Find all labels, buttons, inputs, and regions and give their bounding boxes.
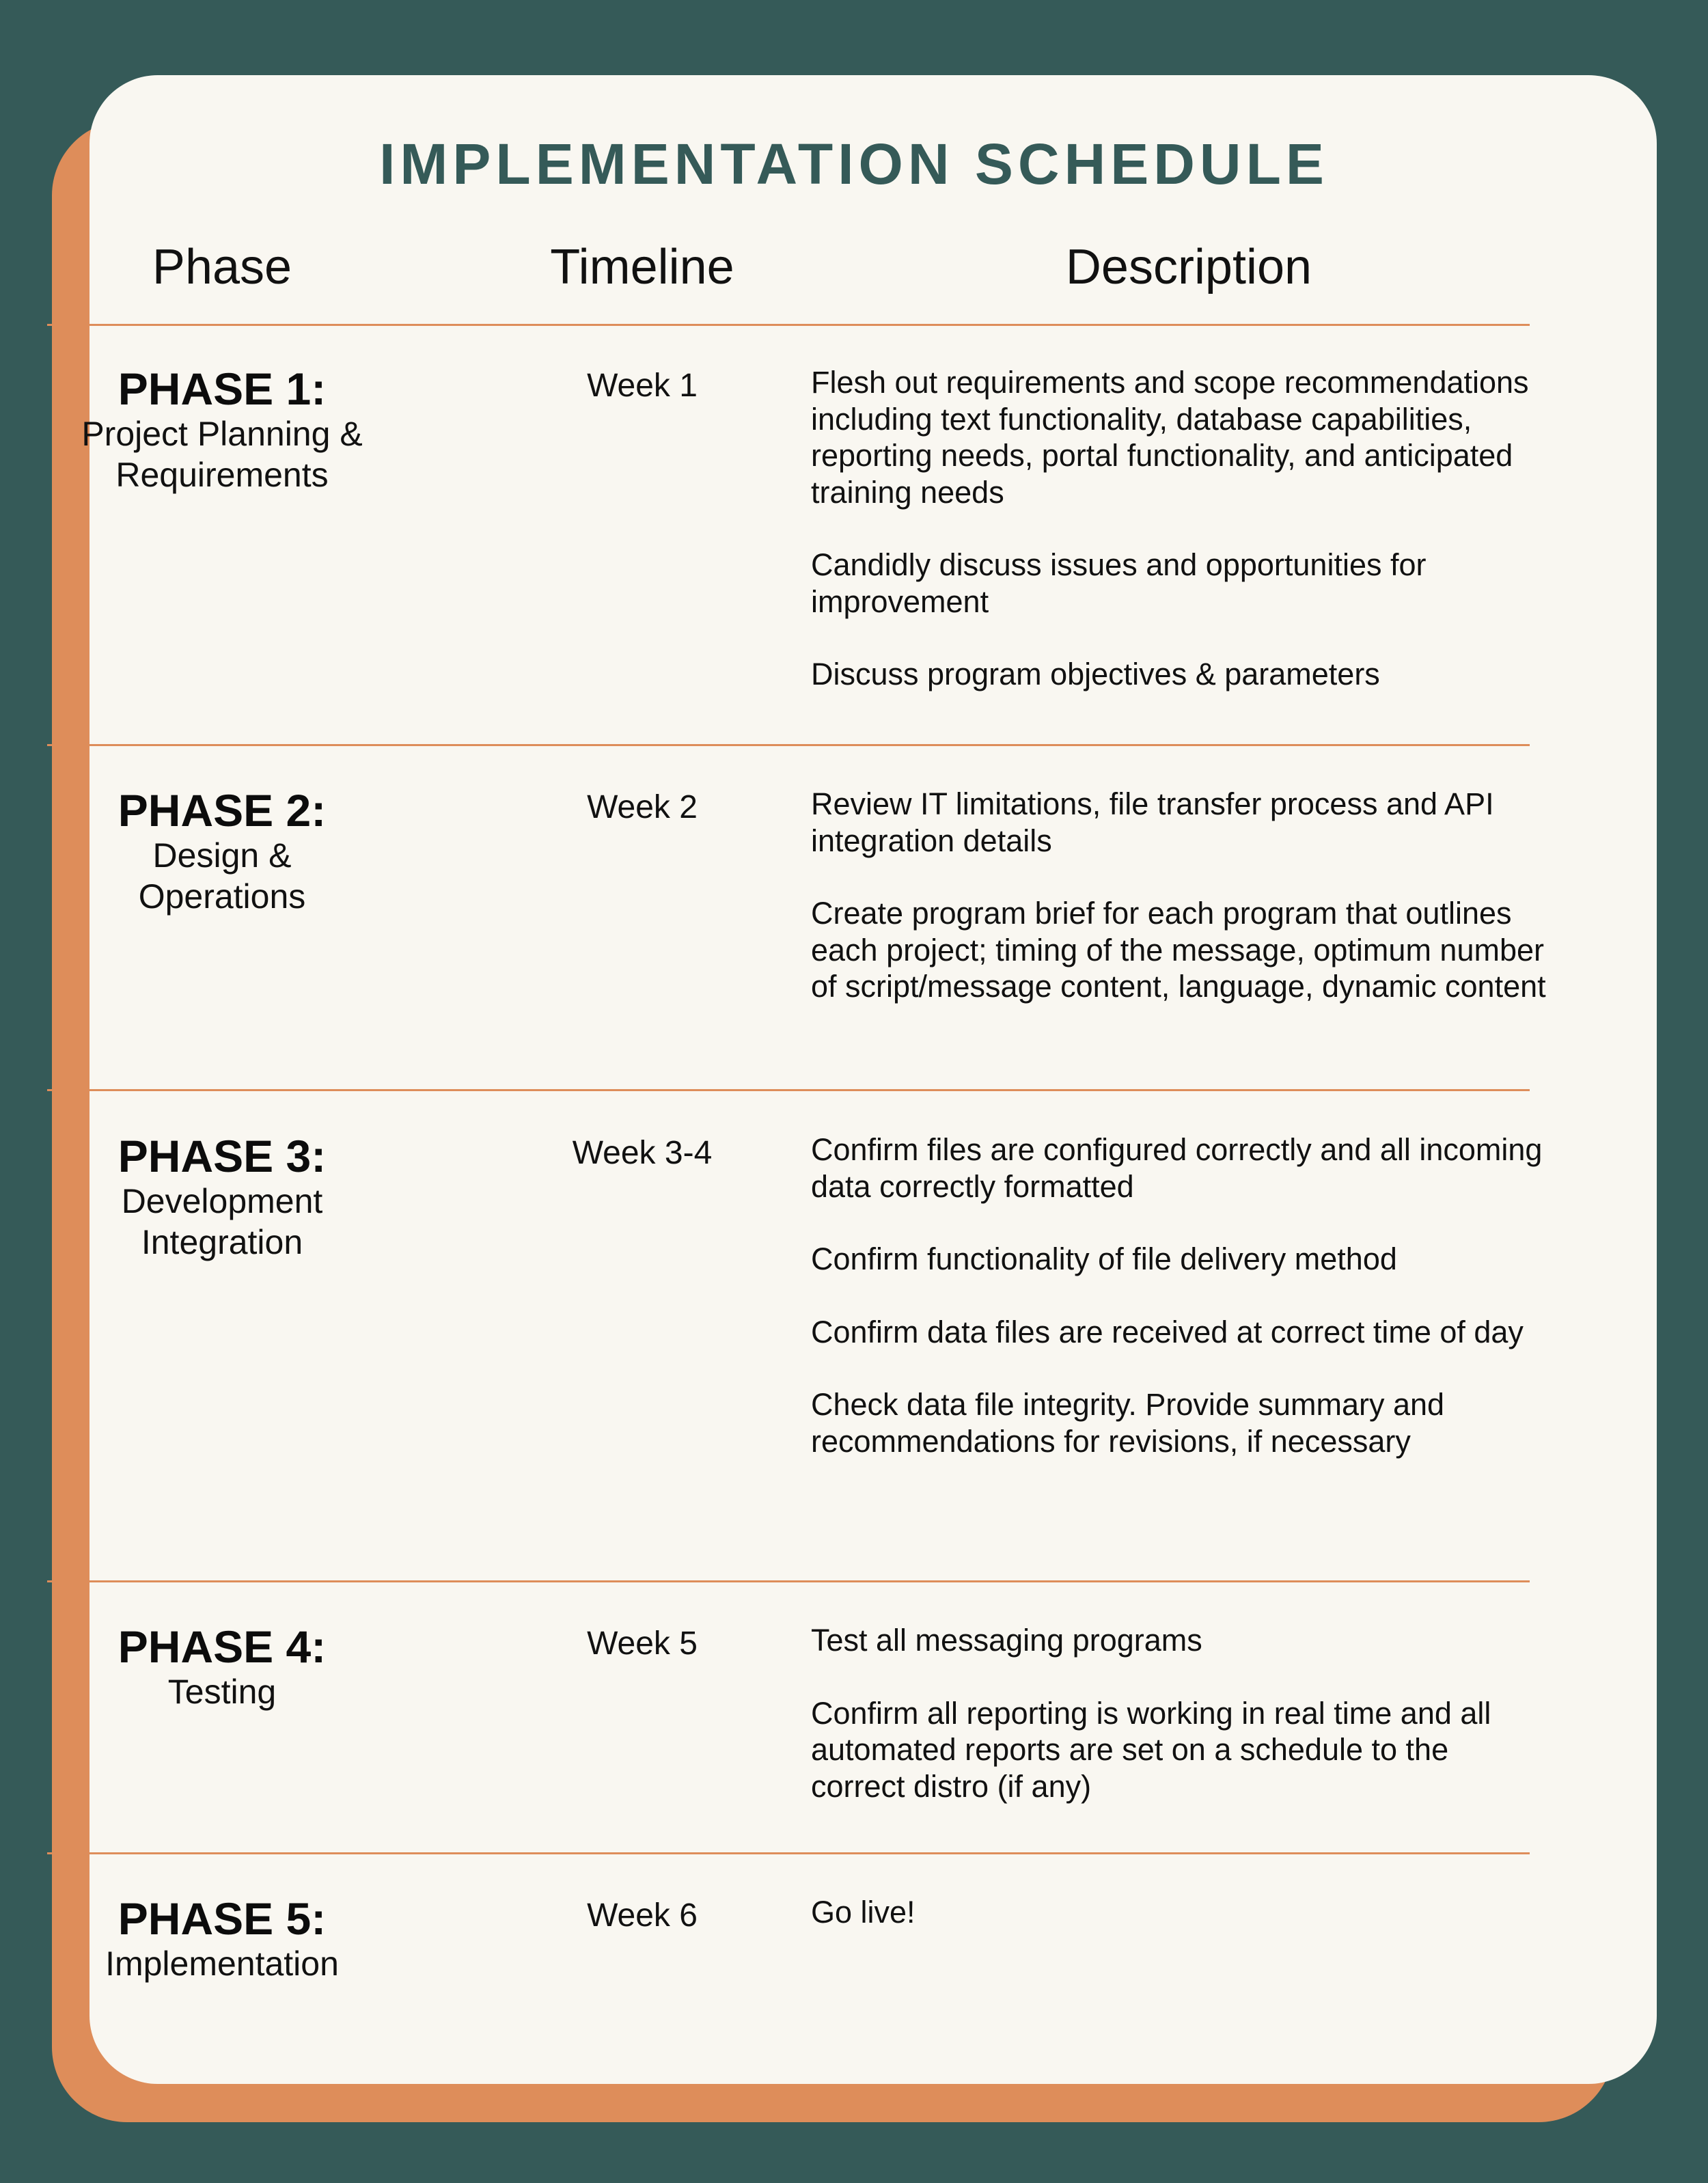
- phase-label: PHASE 4:: [118, 1621, 327, 1672]
- phase-cell: [48, 786, 396, 917]
- timeline-cell: Week 3-4: [572, 1135, 713, 1171]
- phase-label: PHASE 2:: [118, 785, 327, 836]
- description-item: Go live!: [811, 1895, 915, 1930]
- row-divider: [47, 1852, 1530, 1854]
- description-item: Review IT limitations, file transfer process and API integration details: [811, 786, 1494, 858]
- description-cell: [811, 364, 1549, 729]
- description-cell: [811, 1131, 1549, 1496]
- phase-name-line: Design &: [152, 836, 292, 875]
- description-item: Confirm functionality of file delivery method: [811, 1241, 1397, 1276]
- phase-name-line: Integration: [141, 1223, 303, 1261]
- description-cell: [811, 1894, 1549, 1967]
- column-header-description: Description: [1065, 240, 1312, 294]
- phase-cell: [48, 1894, 396, 1984]
- row-divider: [47, 1089, 1530, 1091]
- phase-label: PHASE 1:: [118, 363, 327, 414]
- timeline-cell: Week 6: [587, 1897, 698, 1934]
- row-divider: [47, 744, 1530, 746]
- description-cell: [811, 1622, 1549, 1841]
- description-cell: [811, 786, 1549, 1041]
- phase-cell: [48, 1622, 396, 1712]
- phase-name-line: Testing: [167, 1673, 277, 1711]
- row-divider: [47, 1580, 1530, 1582]
- timeline-cell: Week 1: [587, 368, 698, 404]
- description-item: Confirm data files are received at correct time of day: [811, 1314, 1524, 1349]
- timeline-cell: Week 5: [587, 1625, 698, 1662]
- description-item: Discuss program objectives & parameters: [811, 657, 1380, 691]
- description-item: Flesh out requirements and scope recommendations including text functionality, database capabilities, reporting needs, portal functionality, and anticipated training needs: [811, 365, 1529, 510]
- phase-cell: [48, 364, 396, 495]
- phase-label: PHASE 3:: [118, 1131, 327, 1181]
- description-item: Candidly discuss issues and opportunities for improvement: [811, 547, 1427, 619]
- page-title: IMPLEMENTATION SCHEDULE: [379, 132, 1329, 196]
- description-item: Confirm all reporting is working in real time and all automated reports are set on a schedule to the correct distro (if any): [811, 1695, 1491, 1804]
- description-item: Test all messaging programs: [811, 1623, 1202, 1658]
- phase-label: PHASE 5:: [118, 1893, 327, 1944]
- description-item: Confirm files are configured correctly and all incoming data correctly formatted: [811, 1132, 1543, 1204]
- phase-name-line: Development: [121, 1182, 323, 1220]
- column-header-timeline: Timeline: [550, 240, 734, 294]
- timeline-cell: Week 2: [587, 789, 698, 825]
- header-divider: [47, 324, 1530, 326]
- phase-name-line: Requirements: [115, 456, 329, 494]
- description-item: Check data file integrity. Provide summary and recommendations for revisions, if necessary: [811, 1387, 1445, 1459]
- phase-name-line: Operations: [138, 877, 306, 916]
- description-item: Create program brief for each program that outlines each project; timing of the message, optimum number of script/message content, language, dynamic content: [811, 896, 1546, 1004]
- phase-cell: [48, 1131, 396, 1263]
- phase-name-line: Implementation: [105, 1945, 339, 1983]
- column-header-phase: Phase: [152, 240, 292, 294]
- phase-name-line: Project Planning &: [81, 415, 363, 453]
